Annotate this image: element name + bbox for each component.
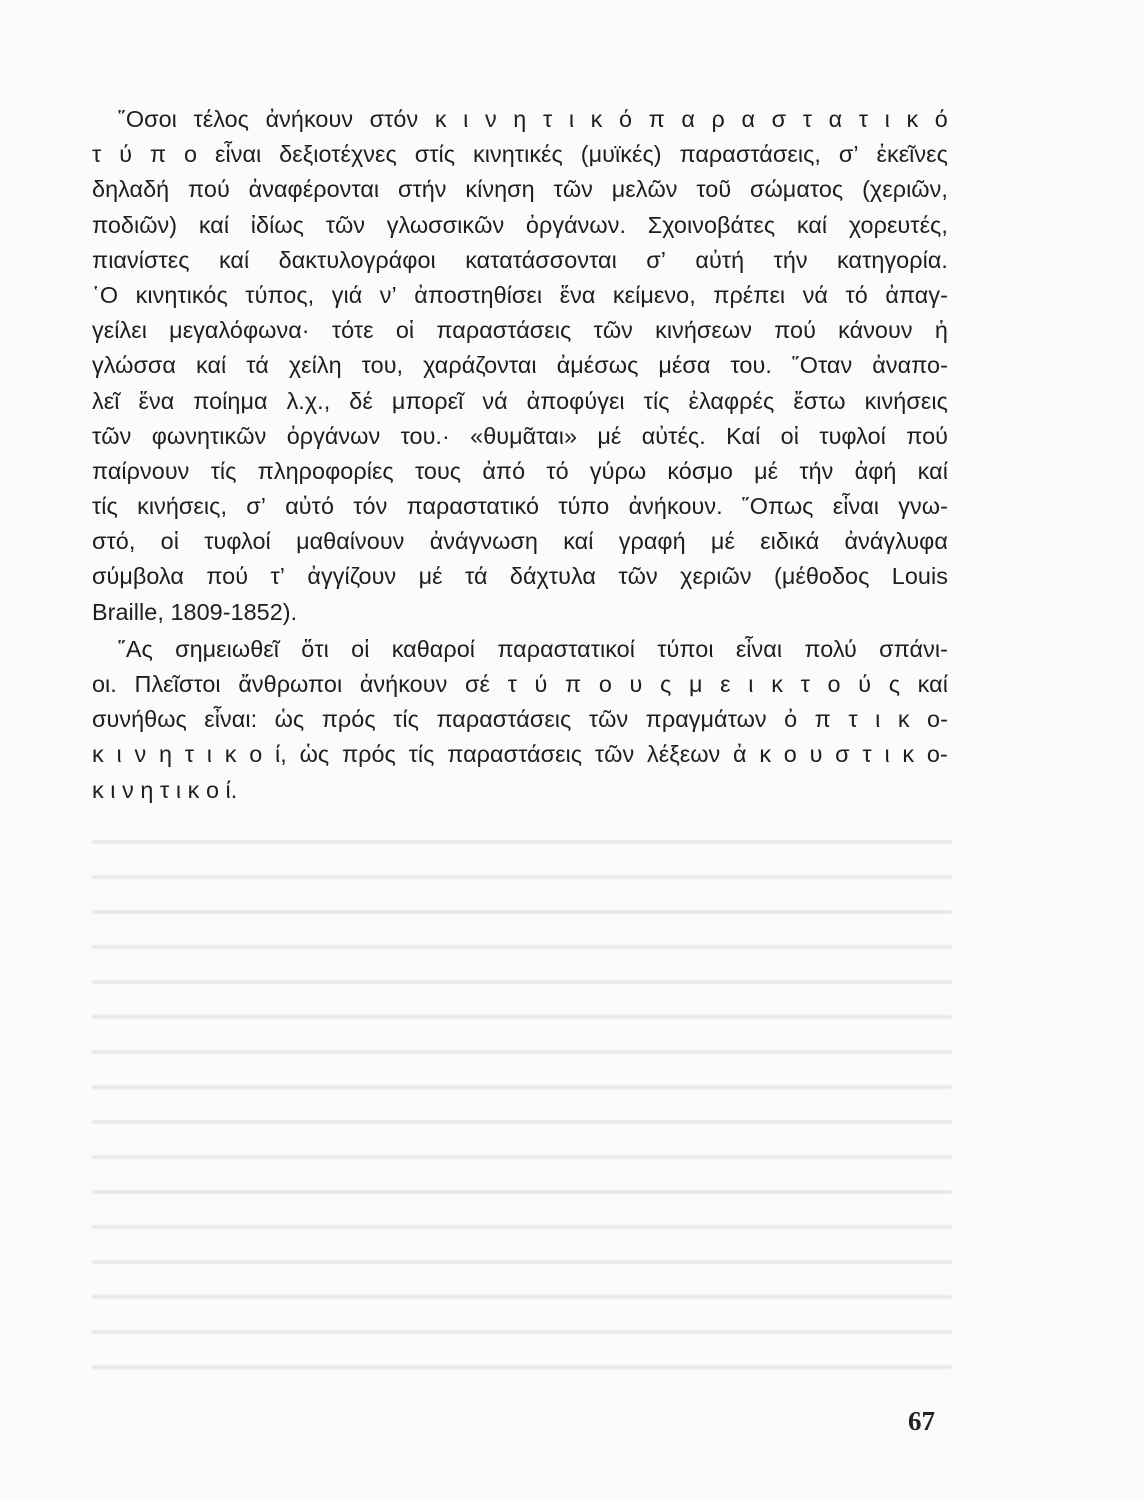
word: κινήσεις,	[137, 493, 227, 520]
word: ῾Ο	[92, 281, 119, 308]
word: τίς	[92, 493, 118, 520]
word: ἀναφέρονται	[248, 176, 380, 203]
word: ῞Οπως	[741, 493, 814, 520]
word: ι	[748, 671, 754, 697]
word: μπορεῖ	[391, 387, 464, 414]
word: π	[814, 706, 831, 733]
word: κ	[434, 106, 447, 132]
word: οι.	[92, 671, 117, 697]
word: πού	[206, 563, 249, 590]
word: τύποι	[657, 635, 714, 662]
text-line	[92, 489, 948, 524]
text-line	[92, 524, 948, 559]
word: πρέπει	[713, 281, 786, 308]
text-line	[92, 172, 948, 207]
word: πού	[906, 422, 948, 449]
word: μελῶν	[611, 176, 678, 203]
word: τῶν	[588, 706, 629, 733]
word: καί	[198, 211, 230, 238]
word: μέ	[710, 528, 735, 555]
word: σέ	[464, 671, 490, 697]
word: στό,	[92, 528, 136, 555]
word: ῞Οσοι	[118, 106, 177, 132]
word: γλώσσα	[92, 352, 176, 379]
word: τ	[800, 671, 810, 697]
word: ἐκεῖνες	[876, 141, 948, 168]
word: ρ	[711, 106, 725, 132]
text-line	[92, 137, 948, 172]
text-line	[92, 773, 948, 808]
word: συνήθως	[92, 706, 187, 733]
word: οἱ	[160, 528, 179, 555]
word: σ	[771, 106, 787, 132]
word: κ	[590, 106, 603, 132]
word: ι	[884, 106, 890, 132]
word: ἔστω	[793, 387, 846, 414]
word: ἀπό	[482, 457, 526, 484]
word: του.	[730, 352, 772, 379]
word: τῶν	[594, 741, 635, 768]
word: ς	[660, 671, 672, 697]
word: σ’	[838, 141, 859, 168]
word: γλωσσικῶν	[386, 211, 505, 238]
word: τό	[845, 281, 868, 308]
word: υ	[809, 741, 823, 768]
word: παραστάσεις	[447, 741, 583, 768]
word: ἀνήκουν.	[628, 493, 723, 520]
word: δακτυλογράφοι	[278, 246, 436, 273]
text-line	[92, 208, 948, 243]
word: ι	[116, 741, 122, 768]
word: ο-	[927, 706, 948, 733]
word: τίς	[393, 706, 419, 733]
word: ἀποστηθίσει	[414, 281, 543, 308]
word: τήν	[799, 457, 834, 484]
word: ο	[827, 671, 841, 697]
word: πρός	[341, 741, 396, 768]
word: η	[140, 776, 154, 803]
word: ύ	[534, 671, 548, 697]
text-line	[92, 102, 948, 137]
word: τά	[464, 563, 488, 590]
word: κινήσεων	[655, 317, 752, 344]
word: του.·	[400, 422, 450, 449]
word: κινητικές	[472, 141, 563, 168]
word: γύρω	[589, 457, 647, 484]
word: α	[681, 106, 695, 132]
word: κ	[897, 706, 910, 733]
word: μέ	[754, 457, 779, 484]
word: Louis	[891, 563, 948, 590]
word: σ	[835, 741, 850, 768]
word: πού	[188, 176, 230, 203]
word: α	[828, 106, 843, 132]
word: κ	[92, 741, 104, 768]
word: ὀργάνων.	[525, 211, 626, 238]
word: ο-	[926, 741, 948, 768]
word: μ	[689, 671, 703, 697]
word: τυφλοί	[819, 422, 886, 449]
word: ι	[463, 106, 469, 132]
word: τ	[862, 741, 872, 768]
word: τῶν	[92, 422, 132, 449]
word: ἰδίως	[250, 211, 304, 238]
word: καί	[196, 352, 227, 379]
text-line	[92, 243, 948, 278]
word: εἶναι	[832, 493, 880, 520]
word: τύπος,	[245, 281, 315, 308]
word: α	[741, 106, 756, 132]
word: ῞Ας	[118, 635, 153, 662]
word: ἀμέσως	[556, 352, 639, 379]
paragraph-2	[92, 632, 948, 808]
word: τόν	[353, 493, 388, 520]
word: σημειωθεῖ	[175, 635, 279, 662]
word: κ	[771, 671, 783, 697]
word: Σχοινοβάτες	[647, 211, 776, 238]
word: γραφή	[618, 528, 686, 555]
word: (χεριῶν,	[862, 176, 948, 203]
word: δάχτυλα	[509, 563, 596, 590]
word: τότε	[331, 317, 374, 344]
text-line	[92, 419, 948, 454]
word: ἀνήκουν	[265, 106, 354, 132]
word: τίς	[210, 457, 237, 484]
word: (μέθοδος	[773, 563, 870, 590]
word: μέ	[597, 422, 622, 449]
word: ι	[175, 776, 182, 803]
word: ἀγγίζουν	[307, 563, 397, 590]
word: μέσα	[658, 352, 711, 379]
word: τ	[507, 671, 517, 697]
word: κ	[906, 106, 919, 132]
word: π	[149, 141, 167, 168]
word: σ’	[646, 246, 666, 273]
word: κ	[902, 741, 915, 768]
word: τήν	[773, 246, 808, 273]
word: ὡς	[274, 706, 305, 733]
word: ν	[134, 741, 147, 768]
word: τίς	[643, 387, 670, 414]
word: ς	[888, 671, 901, 697]
word: πληροφορίες	[257, 457, 394, 484]
word: ἀ	[733, 741, 747, 768]
word: λεῖ	[92, 387, 120, 414]
word: μεγαλόφωνα·	[169, 317, 310, 344]
word: χεριῶν	[680, 563, 752, 590]
word: Καί	[726, 422, 761, 449]
word: ῞Οταν	[791, 352, 853, 379]
word: παραστάσεις	[436, 317, 572, 344]
word: υ	[629, 671, 643, 697]
word: κατατάσσονται	[465, 246, 617, 273]
word: κατηγορία.	[837, 246, 948, 273]
word: πού	[774, 317, 816, 344]
word: πιανίστες	[92, 246, 190, 273]
text-line	[92, 348, 948, 383]
word: γνω-	[898, 493, 948, 520]
word: ο	[184, 141, 198, 168]
word: ειδικά	[760, 528, 820, 555]
word: δηλαδή	[92, 176, 170, 203]
word: κ	[187, 776, 200, 803]
word: παραστατικό	[406, 493, 540, 520]
word: τά	[246, 352, 269, 379]
text-line	[92, 454, 948, 489]
word: ἀναπο-	[872, 352, 948, 379]
word: λ.χ.,	[286, 387, 331, 414]
word: τ	[848, 706, 858, 733]
word: νά	[802, 281, 829, 308]
word: κινητικός	[135, 281, 228, 308]
word: ἕνα	[138, 387, 175, 414]
word: εἶναι:	[204, 706, 258, 733]
word: παίρνουν	[92, 457, 190, 484]
text-line	[92, 384, 948, 419]
word: τ	[542, 106, 553, 132]
word: ἐλαφρές	[688, 387, 775, 414]
word: ὅτι	[301, 635, 329, 662]
word: πραγμάτων	[645, 706, 767, 733]
word: ἀπαγ-	[885, 281, 948, 308]
word: ἀνήκουν	[359, 671, 448, 697]
word: τίς	[408, 741, 435, 768]
word: εἶναι	[735, 635, 783, 662]
word: τῶν	[593, 317, 633, 344]
word: καί	[218, 246, 250, 273]
word: τῶν	[553, 176, 593, 203]
word: ποδιῶν)	[92, 211, 178, 238]
text-line	[92, 559, 948, 594]
word: του,	[361, 352, 404, 379]
word: πρός	[321, 706, 376, 733]
word: κ	[759, 741, 772, 768]
word: τ	[858, 106, 869, 132]
word: καί	[917, 671, 948, 697]
word: «θυμᾶται»	[470, 422, 578, 449]
word: τοῦ	[696, 176, 732, 203]
word: ὡς	[299, 741, 330, 768]
word: κ	[224, 741, 237, 768]
word: οἱ	[780, 422, 799, 449]
word: γείλει	[92, 317, 147, 344]
word: μαθαίνουν	[296, 528, 405, 555]
word: ἀποφύγει	[526, 387, 625, 414]
word: οἱ	[395, 317, 415, 344]
word: ὀργάνων	[286, 422, 381, 449]
word: ύ	[858, 671, 872, 697]
word: η	[158, 741, 173, 768]
text-line	[92, 313, 948, 348]
word: ι	[568, 106, 575, 132]
word: αὐτό	[285, 493, 334, 520]
word: παραστάσεις	[436, 706, 572, 733]
word: σπάνι-	[879, 635, 948, 662]
word: τῶν	[618, 563, 658, 590]
word: χαράζονται	[423, 352, 537, 379]
word: δεξιοτέχνες	[279, 141, 397, 168]
show-through-text	[92, 820, 952, 1380]
word: κινήσεις	[864, 387, 948, 414]
word: ε	[720, 671, 731, 697]
word: γιά	[331, 281, 363, 308]
word: (μυϊκές)	[580, 141, 662, 168]
word: καί	[917, 457, 948, 484]
word: καί	[796, 211, 828, 238]
text-line	[92, 667, 948, 702]
word: Πλεῖστοι	[134, 671, 221, 697]
word: ν	[484, 106, 497, 132]
paragraph-1	[92, 102, 948, 630]
word: φωνητικῶν	[151, 422, 267, 449]
body-text	[92, 102, 948, 808]
word: π	[565, 671, 582, 697]
word: παραστάσεις,	[679, 141, 821, 168]
word: ν	[122, 776, 134, 803]
word: αὐτές.	[641, 422, 706, 449]
text-line	[92, 278, 948, 313]
word: αὐτή	[695, 246, 745, 273]
word: ἀφή	[854, 457, 897, 484]
word: Braille,	[92, 598, 164, 625]
word: 1809-1852).	[170, 598, 298, 625]
word: ἄνθρωποι	[238, 671, 343, 697]
word: π	[648, 106, 665, 132]
word: κείμενο,	[612, 281, 696, 308]
word: κόσμο	[667, 457, 733, 484]
word: σ’	[246, 493, 266, 520]
word: τέλος	[193, 106, 249, 132]
word: μέ	[418, 563, 443, 590]
text-line	[92, 702, 948, 737]
word: λέξεων	[646, 741, 721, 768]
word: δέ	[349, 387, 373, 414]
text-line	[92, 595, 948, 630]
word: παραστατικοί	[497, 635, 635, 662]
word: στήν	[397, 176, 447, 203]
word: ἡ	[934, 317, 948, 344]
word: ι	[875, 706, 881, 733]
word: ι	[206, 741, 213, 768]
word: κ	[92, 776, 104, 803]
page-number: 67	[908, 1406, 935, 1436]
word: ί,	[275, 741, 287, 768]
word: ἕνα	[559, 281, 596, 308]
word: η	[513, 106, 527, 132]
word: κάνουν	[838, 317, 913, 344]
text-line	[92, 632, 948, 667]
word: τ’	[270, 563, 286, 590]
word: νά	[482, 387, 508, 414]
word: κίνηση	[465, 176, 535, 203]
word: ἀνάγνωση	[429, 528, 538, 555]
word: χορευτές,	[848, 211, 948, 238]
word: τ	[160, 776, 170, 803]
word: πολύ	[804, 635, 857, 662]
word: ο	[249, 741, 263, 768]
word: τό	[546, 457, 569, 484]
word: σύμβολα	[92, 563, 184, 590]
word: στόν	[369, 106, 419, 132]
word: τ	[184, 741, 195, 768]
word: καθαροί	[391, 635, 476, 662]
word: ἀνάγλυφα	[844, 528, 948, 555]
word: ο	[783, 741, 797, 768]
word: τυφλοί	[204, 528, 271, 555]
word: τους	[414, 457, 462, 484]
word: ν’	[379, 281, 397, 308]
word: εἶναι	[214, 141, 262, 168]
word: ί.	[225, 776, 238, 803]
word: τ	[802, 106, 813, 132]
word: ο	[205, 776, 219, 803]
word: ι	[110, 776, 116, 803]
word: καί	[563, 528, 594, 555]
word: ό	[934, 106, 948, 132]
word: τῶν	[325, 211, 366, 238]
word: ι	[884, 741, 890, 768]
word: ὀ	[784, 706, 798, 733]
word: τύπο	[558, 493, 610, 520]
word: ο	[598, 671, 612, 697]
word: ύ	[119, 141, 133, 168]
word: τ	[92, 141, 102, 168]
word: χείλη	[288, 352, 342, 379]
text-line	[92, 737, 948, 772]
word: ό	[618, 106, 633, 132]
word: οἱ	[351, 635, 370, 662]
word: σώματος	[750, 176, 844, 203]
word: στίς	[414, 141, 456, 168]
word: ποίημα	[193, 387, 268, 414]
